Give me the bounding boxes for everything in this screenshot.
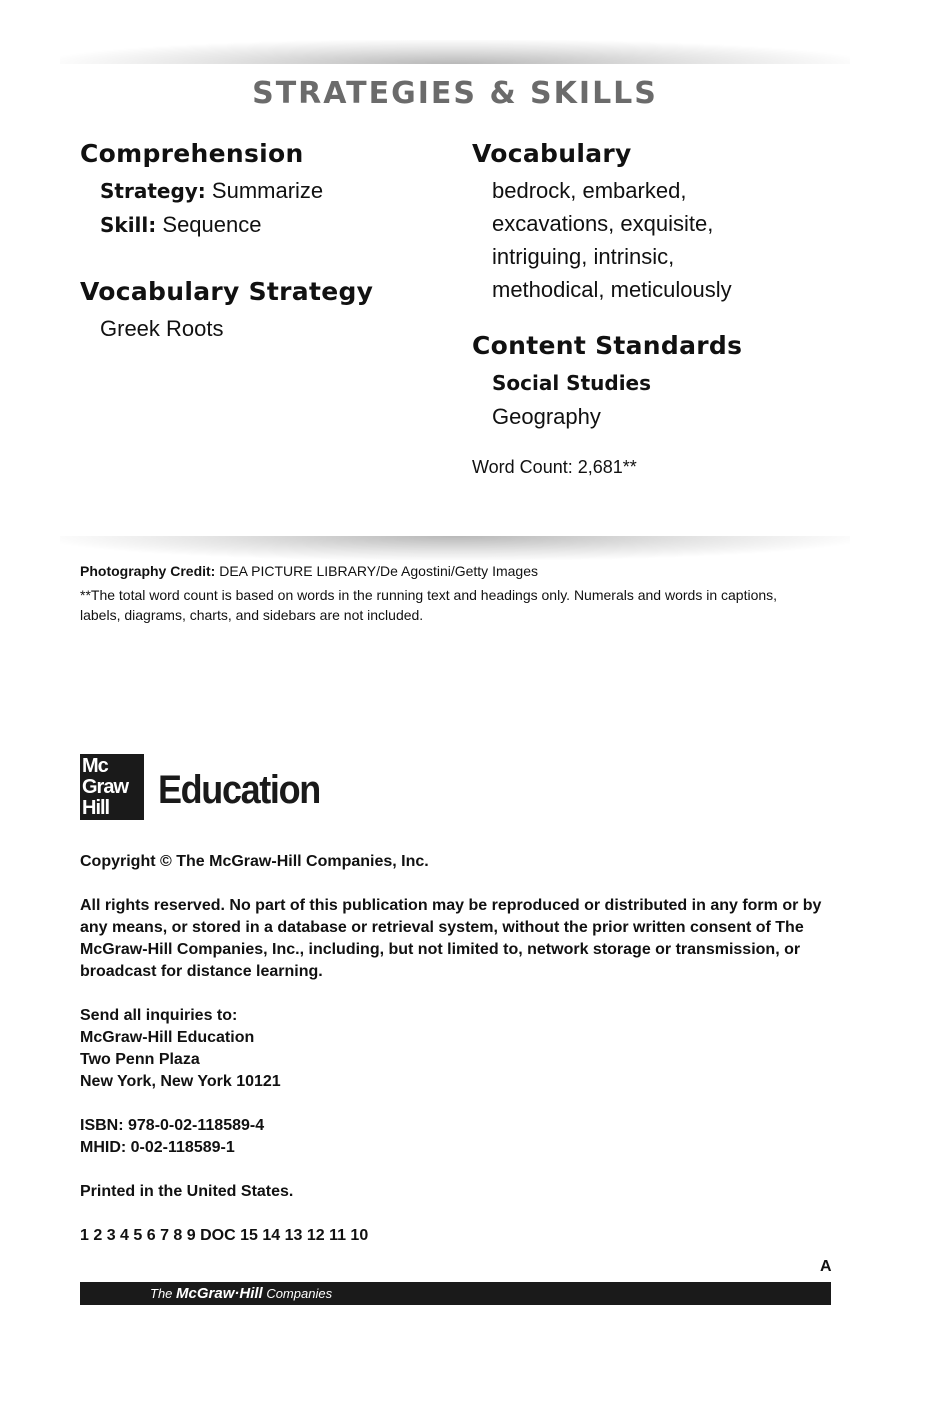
vocabulary-line: excavations, exquisite,: [492, 211, 714, 236]
photo-credit-label: Photography Credit:: [80, 563, 216, 579]
word-count-note: **The total word count is based on words in the running text and headings only. Numerals and words in captions, labels, diagrams, charts, and sidebars are not included.: [80, 587, 778, 623]
vocabulary-line: methodical, meticulously: [492, 277, 732, 302]
address-line: Send all inquiries to:: [80, 1007, 238, 1024]
level-letter: A: [820, 1258, 832, 1275]
left-column: [80, 134, 450, 345]
photo-credit: [80, 561, 820, 581]
copyright-line: Copyright © The McGraw-Hill Companies, Inc.: [80, 853, 429, 870]
content-standards-subject: [472, 366, 892, 400]
address-line: Two Penn Plaza: [80, 1051, 200, 1068]
skill-label: Skill:: [100, 213, 157, 237]
inquiries-address: [80, 1005, 840, 1093]
top-shadow-rule: [60, 40, 850, 64]
rights-statement: All rights reserved. No part of this publication may be reproduced or distributed in any form or by any means, or stored in a database or retrieval system, without the prior written consent of The McGraw-Hill Companies, Inc., including, but not limited to, network storage or transmission, or broadcast for distance learning.: [80, 897, 822, 980]
subject-label: Social Studies: [492, 371, 652, 395]
strategy-value: Summarize: [205, 178, 324, 203]
footer-brand-name: McGraw·Hill: [176, 1285, 263, 1302]
footer-suffix: Companies: [262, 1286, 333, 1301]
vocabulary-line: bedrock, embarked,: [492, 178, 687, 203]
printing-line: 1 2 3 4 5 6 7 8 9 DOC 15 14 13 12 11 10: [80, 1227, 369, 1244]
logo-wordmark: Education: [158, 768, 320, 812]
skill-line: [80, 208, 450, 242]
vocabulary-line: intriguing, intrinsic,: [492, 244, 675, 269]
footer-prefix: The: [150, 1286, 177, 1301]
copyright-block: [80, 851, 840, 1269]
photo-credit-value: DEA PICTURE LIBRARY/De Agostini/Getty Images: [215, 563, 538, 579]
footer-bar: [80, 1282, 831, 1305]
footer-brand: [150, 1285, 332, 1302]
logo-mark-line: Graw: [82, 776, 129, 798]
page-title: STRATEGIES & SKILLS: [252, 76, 658, 111]
skill-value: Sequence: [156, 212, 262, 237]
printed-statement: Printed in the United States.: [80, 1183, 294, 1200]
content-standards-topic: Geography: [492, 404, 601, 429]
address-line: McGraw-Hill Education: [80, 1029, 255, 1046]
mhid: MHID: 0-02-118589-1: [80, 1139, 235, 1156]
bottom-shadow-rule: [60, 536, 850, 560]
isbn: ISBN: 978-0-02-118589-4: [80, 1117, 265, 1134]
logo-mark: [80, 754, 144, 820]
address-line: New York, New York 10121: [80, 1073, 281, 1090]
strategy-label: Strategy:: [100, 179, 206, 203]
logo-mark-line: Mc: [82, 755, 108, 777]
vocabulary-strategy-heading: Vocabulary Strategy: [80, 277, 374, 306]
vocabulary-strategy-value: Greek Roots: [100, 316, 224, 341]
strategy-line: [80, 174, 450, 208]
vocabulary-heading: Vocabulary: [472, 139, 632, 168]
comprehension-heading: Comprehension: [80, 139, 304, 168]
word-count: Word Count: 2,681**: [472, 457, 637, 477]
right-column: [472, 134, 892, 479]
logo-mark-line: Hill: [82, 797, 110, 819]
identifiers: [80, 1115, 840, 1159]
credits-block: [80, 561, 820, 629]
content-standards-heading: Content Standards: [472, 331, 743, 360]
